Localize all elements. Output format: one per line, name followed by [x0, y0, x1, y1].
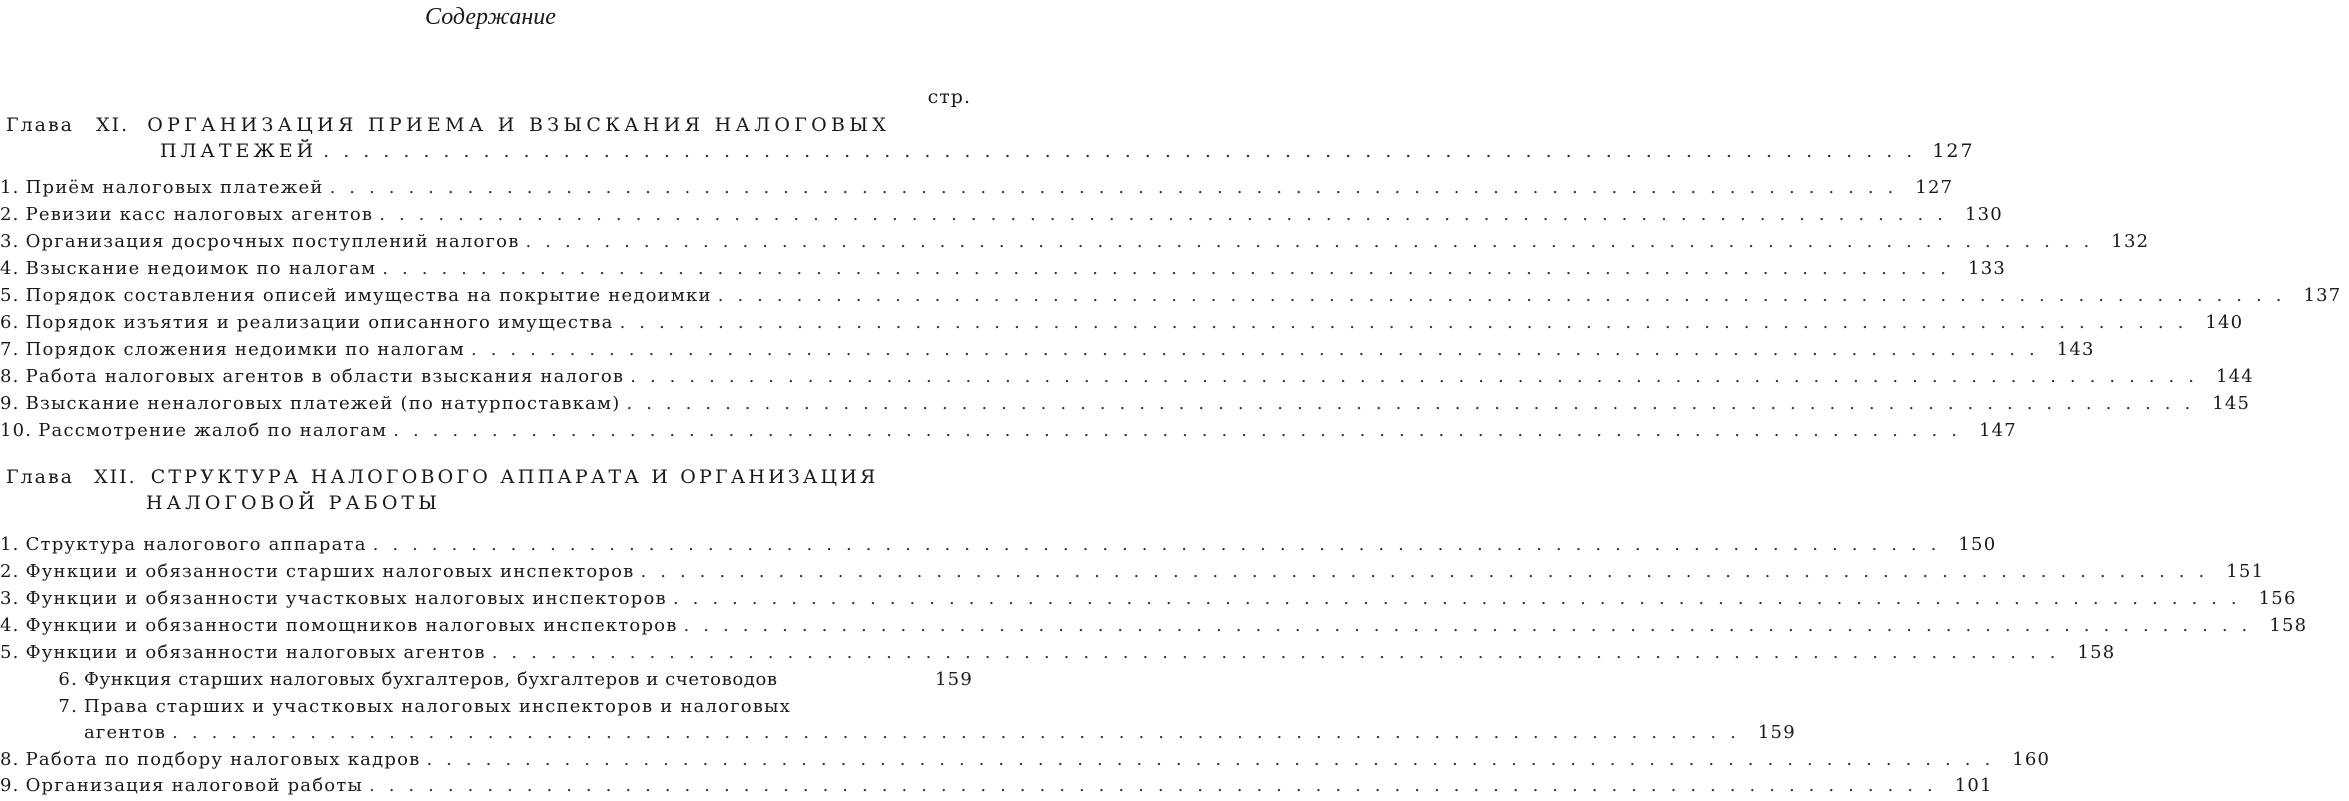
toc-entry — [0, 339, 2095, 365]
entry-page: 158 — [2077, 642, 2116, 663]
toc-entry — [0, 258, 2007, 284]
toc-entry — [0, 312, 2244, 338]
toc-entry — [0, 642, 2116, 668]
entry-number: 7. — [58, 696, 78, 717]
entry-page: 160 — [2012, 749, 2051, 770]
dot-leader: ................................................................................ — [683, 615, 2262, 636]
entry-number: 1. — [0, 534, 20, 555]
entry-page: 133 — [1968, 258, 2007, 279]
entry-number: 4. — [0, 258, 20, 279]
entry-title-continuation: агентов — [84, 722, 167, 743]
entry-title: Работа по подбору налоговых кадров — [25, 749, 421, 770]
chapter-title-line1: ОРГАНИЗАЦИЯ ПРИЕМА И ВЗЫСКАНИЯ НАЛОГОВЫХ — [147, 114, 891, 136]
entry-number: 8. — [0, 749, 20, 770]
entry-number: 9. — [0, 393, 20, 414]
entry-number: 2. — [0, 204, 20, 225]
chapter-heading — [6, 464, 981, 516]
dot-leader: ................................................................................ — [640, 561, 2219, 582]
dot-leader: ................................................................................ — [393, 420, 1971, 441]
chapter-label: Глава — [6, 114, 75, 136]
entry-number: 6. — [0, 312, 20, 333]
dot-leader: ................................................................................ — [470, 339, 2049, 360]
toc-entry — [0, 285, 2342, 311]
entry-title: Порядок сложения недоимки по налогам — [25, 339, 465, 360]
toc-entry — [0, 204, 2003, 230]
dot-leader: ................................................................................ — [491, 642, 2070, 663]
entry-page: 159 — [1757, 722, 1796, 743]
dot-leader: ................................................................................ — [368, 775, 1947, 796]
toc-entry — [0, 393, 2251, 419]
entry-title: Взыскание недоимок по налогам — [25, 258, 377, 279]
entry-page: 159 — [935, 669, 973, 690]
entry-number: 2. — [0, 561, 20, 582]
entry-title: Права старших и участковых налоговых инспекторов и налоговых — [84, 696, 792, 717]
toc-entry-continuation — [84, 722, 1796, 748]
entry-page: 130 — [1964, 204, 2003, 225]
entry-title: Организация налоговой работы — [25, 775, 363, 796]
entry-title: Взыскание неналоговых платежей (по натурпоставкам) — [25, 393, 621, 414]
entry-page: 140 — [2205, 312, 2244, 333]
entry-page: 151 — [2226, 561, 2265, 582]
dot-leader: ................................................................................ — [372, 534, 1951, 555]
entry-page: 156 — [2258, 588, 2297, 609]
chapter-label: Глава — [6, 466, 75, 488]
entry-title: Приём налоговых платежей — [25, 177, 324, 198]
chapter-page: 127 — [1932, 140, 1975, 162]
toc-entry — [0, 749, 2051, 775]
entry-number: 6. — [58, 669, 78, 690]
dot-leader: ................................................................................ — [717, 285, 2296, 306]
toc-entry — [0, 775, 1993, 801]
dot-leader: ................................................................................ — [382, 258, 1961, 279]
toc-entry — [0, 231, 2150, 257]
page-column-label: стр. — [927, 86, 971, 108]
entry-number: 3. — [0, 588, 20, 609]
entry-page: 101 — [1954, 775, 1993, 796]
dot-leader: ................................................................................ — [626, 393, 2205, 414]
dot-leader: ................................................................................ — [329, 177, 1908, 198]
entry-page: 147 — [1978, 420, 2017, 441]
entry-title: Функции и обязанности старших налоговых инспекторов — [25, 561, 635, 582]
entry-page: 127 — [1915, 177, 1954, 198]
entry-number: 10. — [0, 420, 33, 441]
entry-title: Рассмотрение жалоб по налогам — [38, 420, 388, 441]
toc-entry — [0, 420, 2017, 446]
chapter-number: XI. — [96, 114, 130, 136]
dot-leader: ................................................................................ — [426, 749, 2005, 770]
toc-entry — [0, 588, 2297, 614]
dot-leader: ................................................................................ — [379, 204, 1957, 225]
toc-entry — [0, 615, 2308, 641]
entry-number: 3. — [0, 231, 20, 252]
chapter-number: XII. — [94, 466, 137, 488]
entry-title: Организация досрочных поступлений налогов — [25, 231, 520, 252]
dot-leader: ................................................................................ — [619, 312, 2198, 333]
entry-title: Функции и обязанности помощников налоговых инспекторов — [25, 615, 678, 636]
entry-title: Ревизии касс налоговых агентов — [25, 204, 374, 225]
entry-title: Порядок составления описей имущества на покрытие недоимки — [25, 285, 712, 306]
entry-number: 5. — [0, 642, 20, 663]
entry-title: Работа налоговых агентов в области взыскания налогов — [25, 366, 625, 387]
chapter-heading — [6, 112, 1975, 164]
chapter-title-line2: ПЛАТЕЖЕЙ — [160, 140, 318, 162]
entry-title: Функция старших налоговых бухгалтеров, бухгалтеров и счетоводов — [84, 669, 778, 690]
entry-page: 137 — [2303, 285, 2342, 306]
entry-page: 150 — [1958, 534, 1997, 555]
toc-entry — [0, 177, 1954, 203]
toc-entry — [0, 366, 2254, 392]
entry-number: 4. — [0, 615, 20, 636]
entry-title: Функции и обязанности налоговых агентов — [25, 642, 486, 663]
entry-page: 132 — [2111, 231, 2150, 252]
dot-leader: ................................................................................ — [323, 140, 1927, 162]
dot-leader: ................................................................................ — [672, 588, 2251, 609]
toc-entry — [0, 696, 981, 722]
entry-number: 1. — [0, 177, 20, 198]
entry-page: 158 — [2269, 615, 2308, 636]
entry-number: 8. — [0, 366, 20, 387]
entry-number: 7. — [0, 339, 20, 360]
entry-title: Структура налогового аппарата — [25, 534, 367, 555]
dot-leader: ................................................................................ — [630, 366, 2208, 387]
page-title: Содержание — [425, 4, 556, 30]
toc-entry — [0, 534, 1997, 560]
entry-title: Функции и обязанности участковых налоговых инспекторов — [25, 588, 667, 609]
entry-number: 9. — [0, 775, 20, 796]
toc-entry — [0, 561, 2265, 587]
dot-leader: ................................................................................ — [172, 722, 1750, 743]
entry-number: 5. — [0, 285, 20, 306]
entry-page: 143 — [2056, 339, 2095, 360]
chapter-title-line2: НАЛОГОВОЙ РАБОТЫ — [146, 492, 441, 514]
toc-entry — [0, 669, 981, 695]
chapter-title-line1: СТРУКТУРА НАЛОГОВОГО АППАРАТА И ОРГАНИЗАЦИЯ — [150, 466, 879, 488]
dot-leader: ................................................................................ — [525, 231, 2104, 252]
entry-page: 145 — [2212, 393, 2251, 414]
entry-title: Порядок изъятия и реализации описанного имущества — [25, 312, 614, 333]
entry-page: 144 — [2216, 366, 2254, 387]
